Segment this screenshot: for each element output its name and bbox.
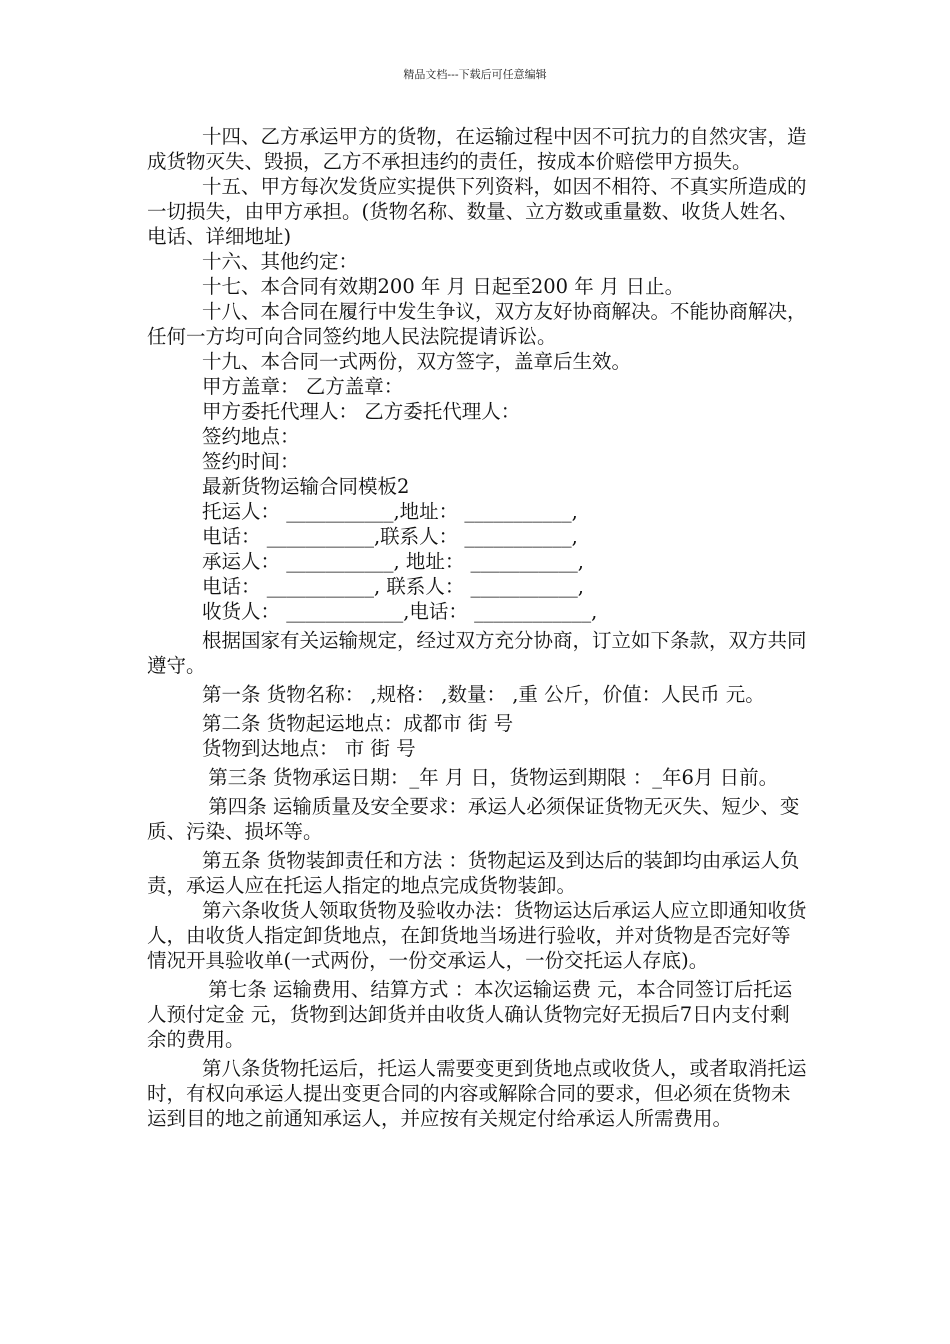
clause-18: 十八、本合同在履行中发生争议，双方友好协商解决。不能协商解决，任何一方均可向合同签约地人民法院提请诉讼。 [147,300,807,348]
document-body [147,124,809,1131]
article-4: 第四条 运输质量及安全要求：承运人必须保证货物无灭失、短少、变质、污染、损坏等。 [147,795,800,843]
carrier-line: 承运人： ___________, 地址： ___________, [202,550,584,573]
sign-time: 签约时间： [202,450,300,473]
shipper-phone-line: 电话： ___________,联系人： ___________, [202,525,578,548]
article-2: 第二条 货物起运地点：成都市 街 号 [202,712,514,735]
clause-14: 十四、乙方承运甲方的货物，在运输过程中因不可抗力的自然灾害，造成货物灭失、毁损，乙方不承担违约的责任，按成本价赔偿甲方损失。 [147,125,807,173]
article-8: 第八条货物托运后，托运人需要变更到货地点或收货人，或者取消托运时，有权向承运人提出变更合同的内容或解除合同的要求，但必须在货物未运到目的地之前通知承运人，并应按有关规定付给承运人所需费用。 [147,1057,807,1130]
article-6: 第六条收货人领取货物及验收办法：货物运达后承运人应立即通知收货人，由收货人指定卸货地点，在卸货地当场进行验收，并对货物是否完好等情况开具验收单(一式两份，一份交承运人，一份交托运人存底)。 [147,899,807,972]
agent-line: 甲方委托代理人： 乙方委托代理人： [202,400,521,423]
preamble: 根据国家有关运输规定，经过双方充分协商，订立如下条款，双方共同遵守。 [147,629,807,677]
consignee-line: 收货人： ____________,电话： ____________, [202,600,598,623]
article-1: 第一条 货物名称： ,规格： ,数量： ,重 公斤，价值：人民币 元。 [202,683,765,706]
destination-line: 货物到达地点： 市 街 号 [202,737,416,760]
clause-16: 十六、其他约定： [202,250,359,273]
carrier-phone-line: 电话： ___________, 联系人： ___________, [202,575,584,598]
article-3: 第三条 货物承运日期：_年 月 日，货物运到期限 ：_年6月 日前。 [202,766,779,789]
seal-line: 甲方盖章： 乙方盖章： [202,375,404,398]
page-header: 精品文档---下载后可任意编辑 [403,68,547,81]
article-5: 第五条 货物装卸责任和方法 ：货物起运及到达后的装卸均由承运人负责，承运人应在托运人指定的地点完成货物装卸。 [147,849,800,897]
template-title: 最新货物运输合同模板2 [202,475,410,498]
clause-15: 十五、甲方每次发货应实提供下列资料，如因不相符、不真实所造成的一切损失，由甲方承担。(货物名称、数量、立方数或重量数、收货人姓名、电话、详细地址) [147,175,807,248]
clause-19: 十九、本合同一式两份，双方签字，盖章后生效。 [202,350,632,373]
sign-place: 签约地点： [202,425,300,448]
article-7: 第七条 运输费用、结算方式 ：本次运输运费 元，本合同签订后托运人预付定金 元，货物到达卸货并由收货人确认货物完好无损后7日内支付剩余的费用。 [147,978,793,1051]
clause-17: 十七、本合同有效期200 年 月 日起至200 年 月 日止。 [202,275,685,298]
shipper-line: 托运人： ___________,地址： ___________, [202,500,578,523]
